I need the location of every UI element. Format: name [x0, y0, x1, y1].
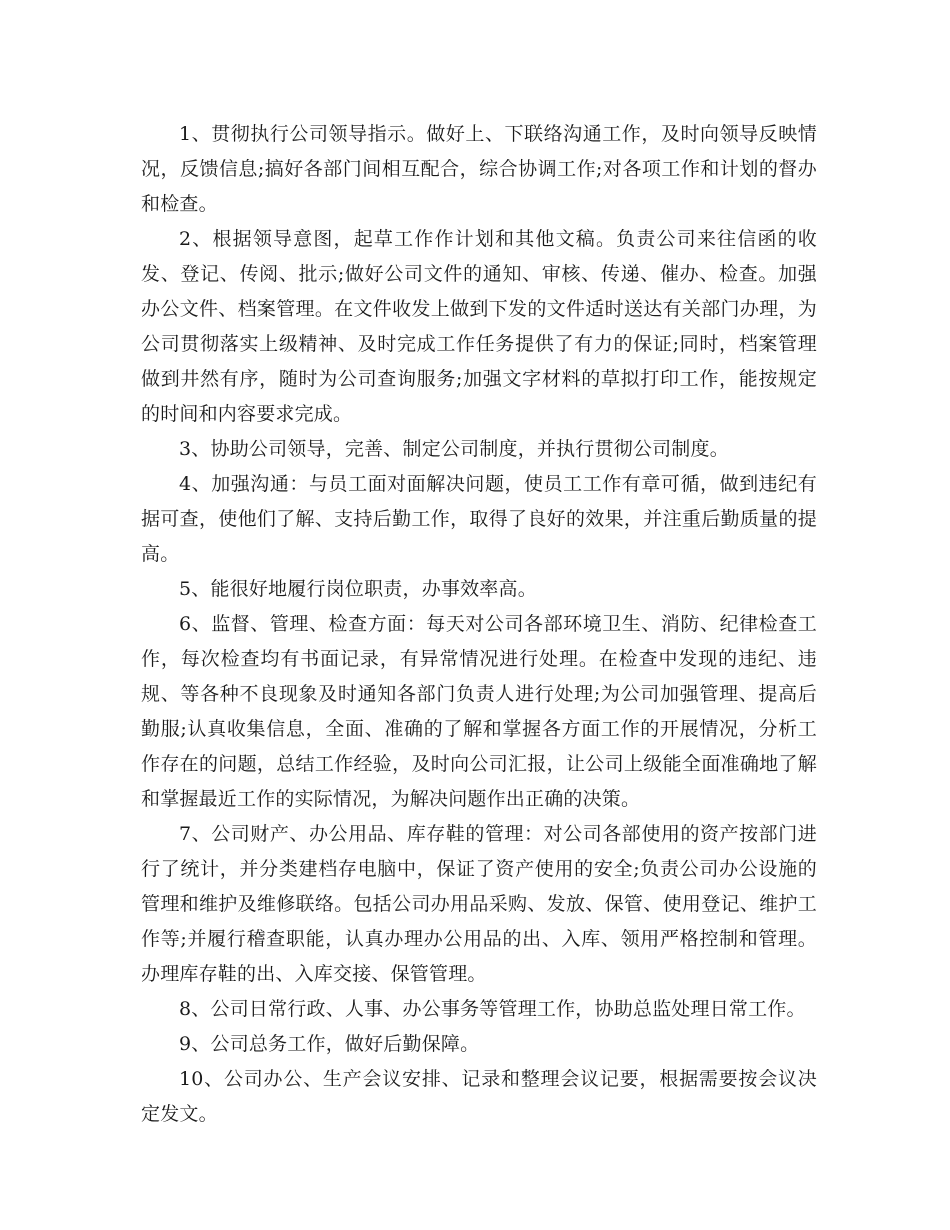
- paragraph-5: 5、能很好地履行岗位职责，办事效率高。: [179, 578, 537, 600]
- paragraph-2: 2、根据领导意图，起草工作作计划和其他文稿。负责公司来往信函的收发、登记、传阅、批示;做好公司文件的通知、审核、传递、催办、检查。加强办公文件、档案管理。在文件收发上做到下发的文件适时送达有关部门办理，为公司贯彻落实上级精神、及时完成工作任务提供了有力的保证;同时，档案管理做到井然有序，随时为公司查询服务;加强文字材料的草拟打印工作，能按规定的时间和内容要求完成。: [141, 228, 817, 425]
- document-body: [141, 117, 817, 1132]
- paragraph-3: 3、协助公司领导，完善、制定公司制度，并执行贯彻公司制度。: [179, 438, 729, 460]
- paragraph-9: 9、公司总务工作，做好后勤保障。: [179, 1033, 480, 1055]
- paragraph-7: 7、公司财产、办公用品、库存鞋的管理：对公司各部使用的资产按部门进行了统计，并分类建档存电脑中，保证了资产使用的安全;负责公司办公设施的管理和维护及维修联络。包括公司办用品采购、发放、保管、使用登记、维护工作等;并履行稽查职能，认真办理办公用品的出、入库、领用严格控制和管理。办理库存鞋的出、入库交接、保管管理。: [141, 823, 817, 985]
- paragraph-8: 8、公司日常行政、人事、办公事务等管理工作，协助总监处理日常工作。: [179, 998, 806, 1020]
- paragraph-1: 1、贯彻执行公司领导指示。做好上、下联络沟通工作，及时向领导反映情况，反馈信息;搞好各部门间相互配合，综合协调工作;对各项工作和计划的督办和检查。: [141, 123, 817, 215]
- paragraph-6: 6、监督、管理、检查方面：每天对公司各部环境卫生、消防、纪律检查工作，每次检查均有书面记录，有异常情况进行处理。在检查中发现的违纪、违规、等各种不良现象及时通知各部门负责人进行处理;为公司加强管理、提高后勤服;认真收集信息，全面、准确的了解和掌握各方面工作的开展情况，分析工作存在的问题，总结工作经验，及时向公司汇报，让公司上级能全面准确地了解和掌握最近工作的实际情况，为解决问题作出正确的决策。: [141, 613, 817, 810]
- paragraph-4: 4、加强沟通：与员工面对面解决问题，使员工工作有章可循，做到违纪有据可查，使他们了解、支持后勤工作，取得了良好的效果，并注重后勤质量的提高。: [141, 473, 817, 565]
- paragraph-10: 10、公司办公、生产会议安排、记录和整理会议记要，根据需要按会议决定发文。: [141, 1068, 817, 1125]
